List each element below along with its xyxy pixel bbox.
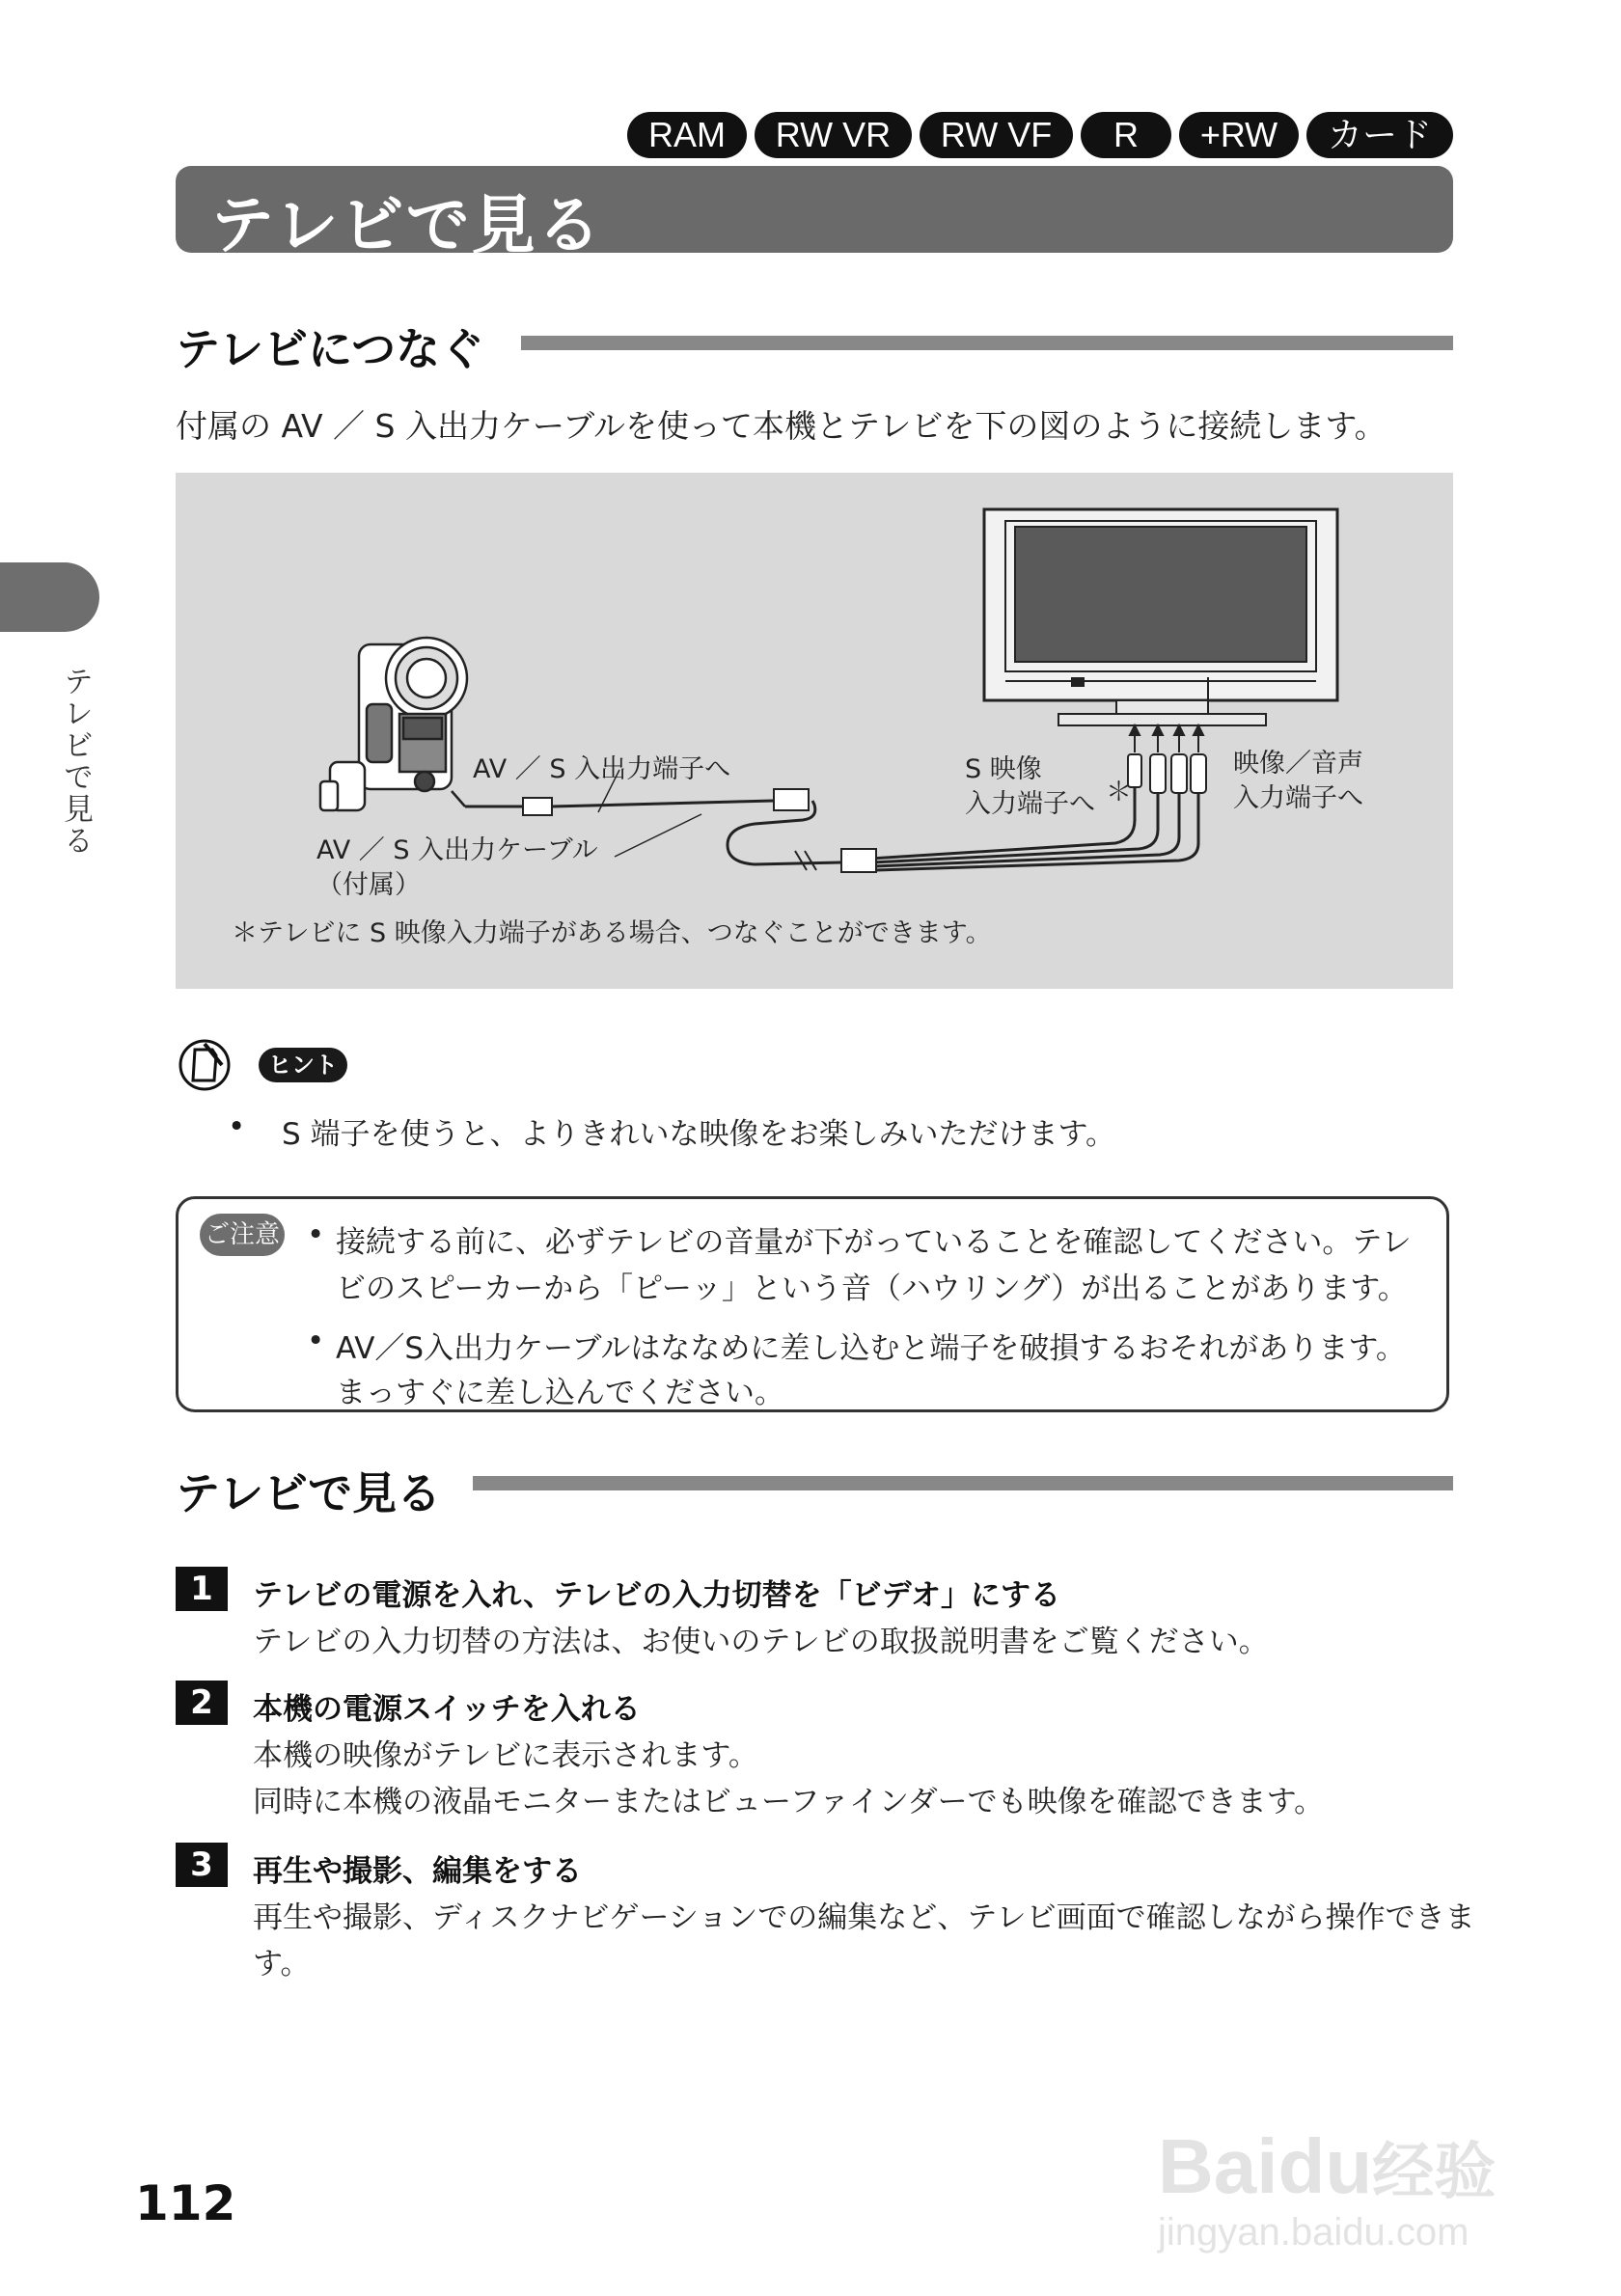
step-title: テレビの電源を入れ、テレビの入力切替を「ビデオ」にする <box>253 1578 1060 1613</box>
caution-badge: ご注意 <box>200 1214 285 1256</box>
side-tab <box>0 562 99 632</box>
connection-figure <box>176 473 1453 989</box>
step-body: 同時に本機の液晶モニターまたはビューファインダーでも映像を確認できます。 <box>253 1785 1325 1819</box>
label-cable-line1: AV ／ S 入出力ケーブル <box>316 835 598 865</box>
step-number: 2 <box>176 1681 228 1725</box>
page-number: 112 <box>135 2175 236 2231</box>
step-body: 再生や撮影、ディスクナビゲーションでの編集など、テレビ画面で確認しながら操作できま <box>253 1900 1475 1935</box>
badge-rw-vf: RW VF <box>920 112 1073 158</box>
step-body: す。 <box>253 1947 311 1982</box>
step-title: 本機の電源スイッチを入れる <box>253 1692 641 1727</box>
caution-item2-line2: まっすぐに差し込んでください。 <box>336 1376 784 1410</box>
watermark-brand2: du <box>1278 2123 1373 2209</box>
section-heading-watch: テレビで見る <box>176 1467 442 1519</box>
caution-item2-line1: AV／S入出力ケーブルはななめに差し込むと端子を破損するおそれがあります。 <box>336 1331 1406 1366</box>
label-s-video-line1: S 映像 <box>965 754 1042 784</box>
television-illustration <box>984 509 1337 725</box>
baidu-watermark <box>1158 2093 1544 2257</box>
page-title-bar <box>176 166 1453 262</box>
step-body: 本機の映像がテレビに表示されます。 <box>253 1738 758 1773</box>
badge-rw-vr: RW VR <box>755 112 912 158</box>
badge-ram: RAM <box>627 112 747 158</box>
page-title: テレビで見る <box>210 188 603 262</box>
caution-bullet-2: • <box>307 1324 325 1358</box>
label-av-in-line1: 映像／音声 <box>1233 749 1363 779</box>
camcorder-illustration <box>320 638 467 810</box>
hint-text: S 端子を使うと、よりきれいな映像をお楽しみいただけます。 <box>282 1117 1116 1152</box>
label-asterisk: ＊ <box>1106 778 1132 807</box>
intro-text: 付属の AV ／ S 入出力ケーブルを使って本機とテレビを下の図のように接続します。 <box>176 407 1387 445</box>
badge-card: カード <box>1306 112 1453 158</box>
label-cable-line2: （付属） <box>316 870 421 900</box>
label-av-in-line2: 入力端子へ <box>1233 783 1363 813</box>
pencil-note-icon <box>176 1036 237 1094</box>
step-number: 3 <box>176 1843 228 1887</box>
figure-footnote: ＊テレビに S 映像入力端子がある場合、つなぐことができます。 <box>232 918 992 948</box>
step-title: 再生や撮影、編集をする <box>253 1854 582 1889</box>
heading-rule <box>473 1476 1453 1490</box>
caution-bullet-1: • <box>307 1217 325 1252</box>
badge-r: R <box>1081 112 1171 158</box>
step-body: テレビの入力切替の方法は、お使いのテレビの取扱説明書をご覧ください。 <box>253 1625 1269 1659</box>
watermark-brand: Bai <box>1158 2123 1278 2209</box>
badge-plus-rw: +RW <box>1179 112 1299 158</box>
hint-bullet: • <box>228 1109 246 1144</box>
media-badges <box>627 112 1453 160</box>
hint-badge: ヒント <box>259 1048 347 1082</box>
side-tab-label: テレビで見る <box>58 666 93 857</box>
label-s-video-line2: 入力端子へ <box>965 789 1095 819</box>
caution-item1-line1: 接続する前に、必ずテレビの音量が下がっていることを確認してください。テレ <box>336 1225 1412 1260</box>
watermark-url: jingyan.baidu.com <box>1158 2211 1470 2254</box>
watermark-brand3: 经验 <box>1372 2137 1497 2206</box>
caution-item1-line2: ビのスピーカーから「ピーッ」という音（ハウリング）が出ることがあります。 <box>336 1271 1408 1306</box>
heading-rule <box>521 336 1453 350</box>
label-av-terminal: AV ／ S 入出力端子へ <box>473 754 731 784</box>
connection-diagram <box>176 473 1453 989</box>
section-heading-connect: テレビにつなぐ <box>176 323 485 375</box>
step-number: 1 <box>176 1567 228 1611</box>
